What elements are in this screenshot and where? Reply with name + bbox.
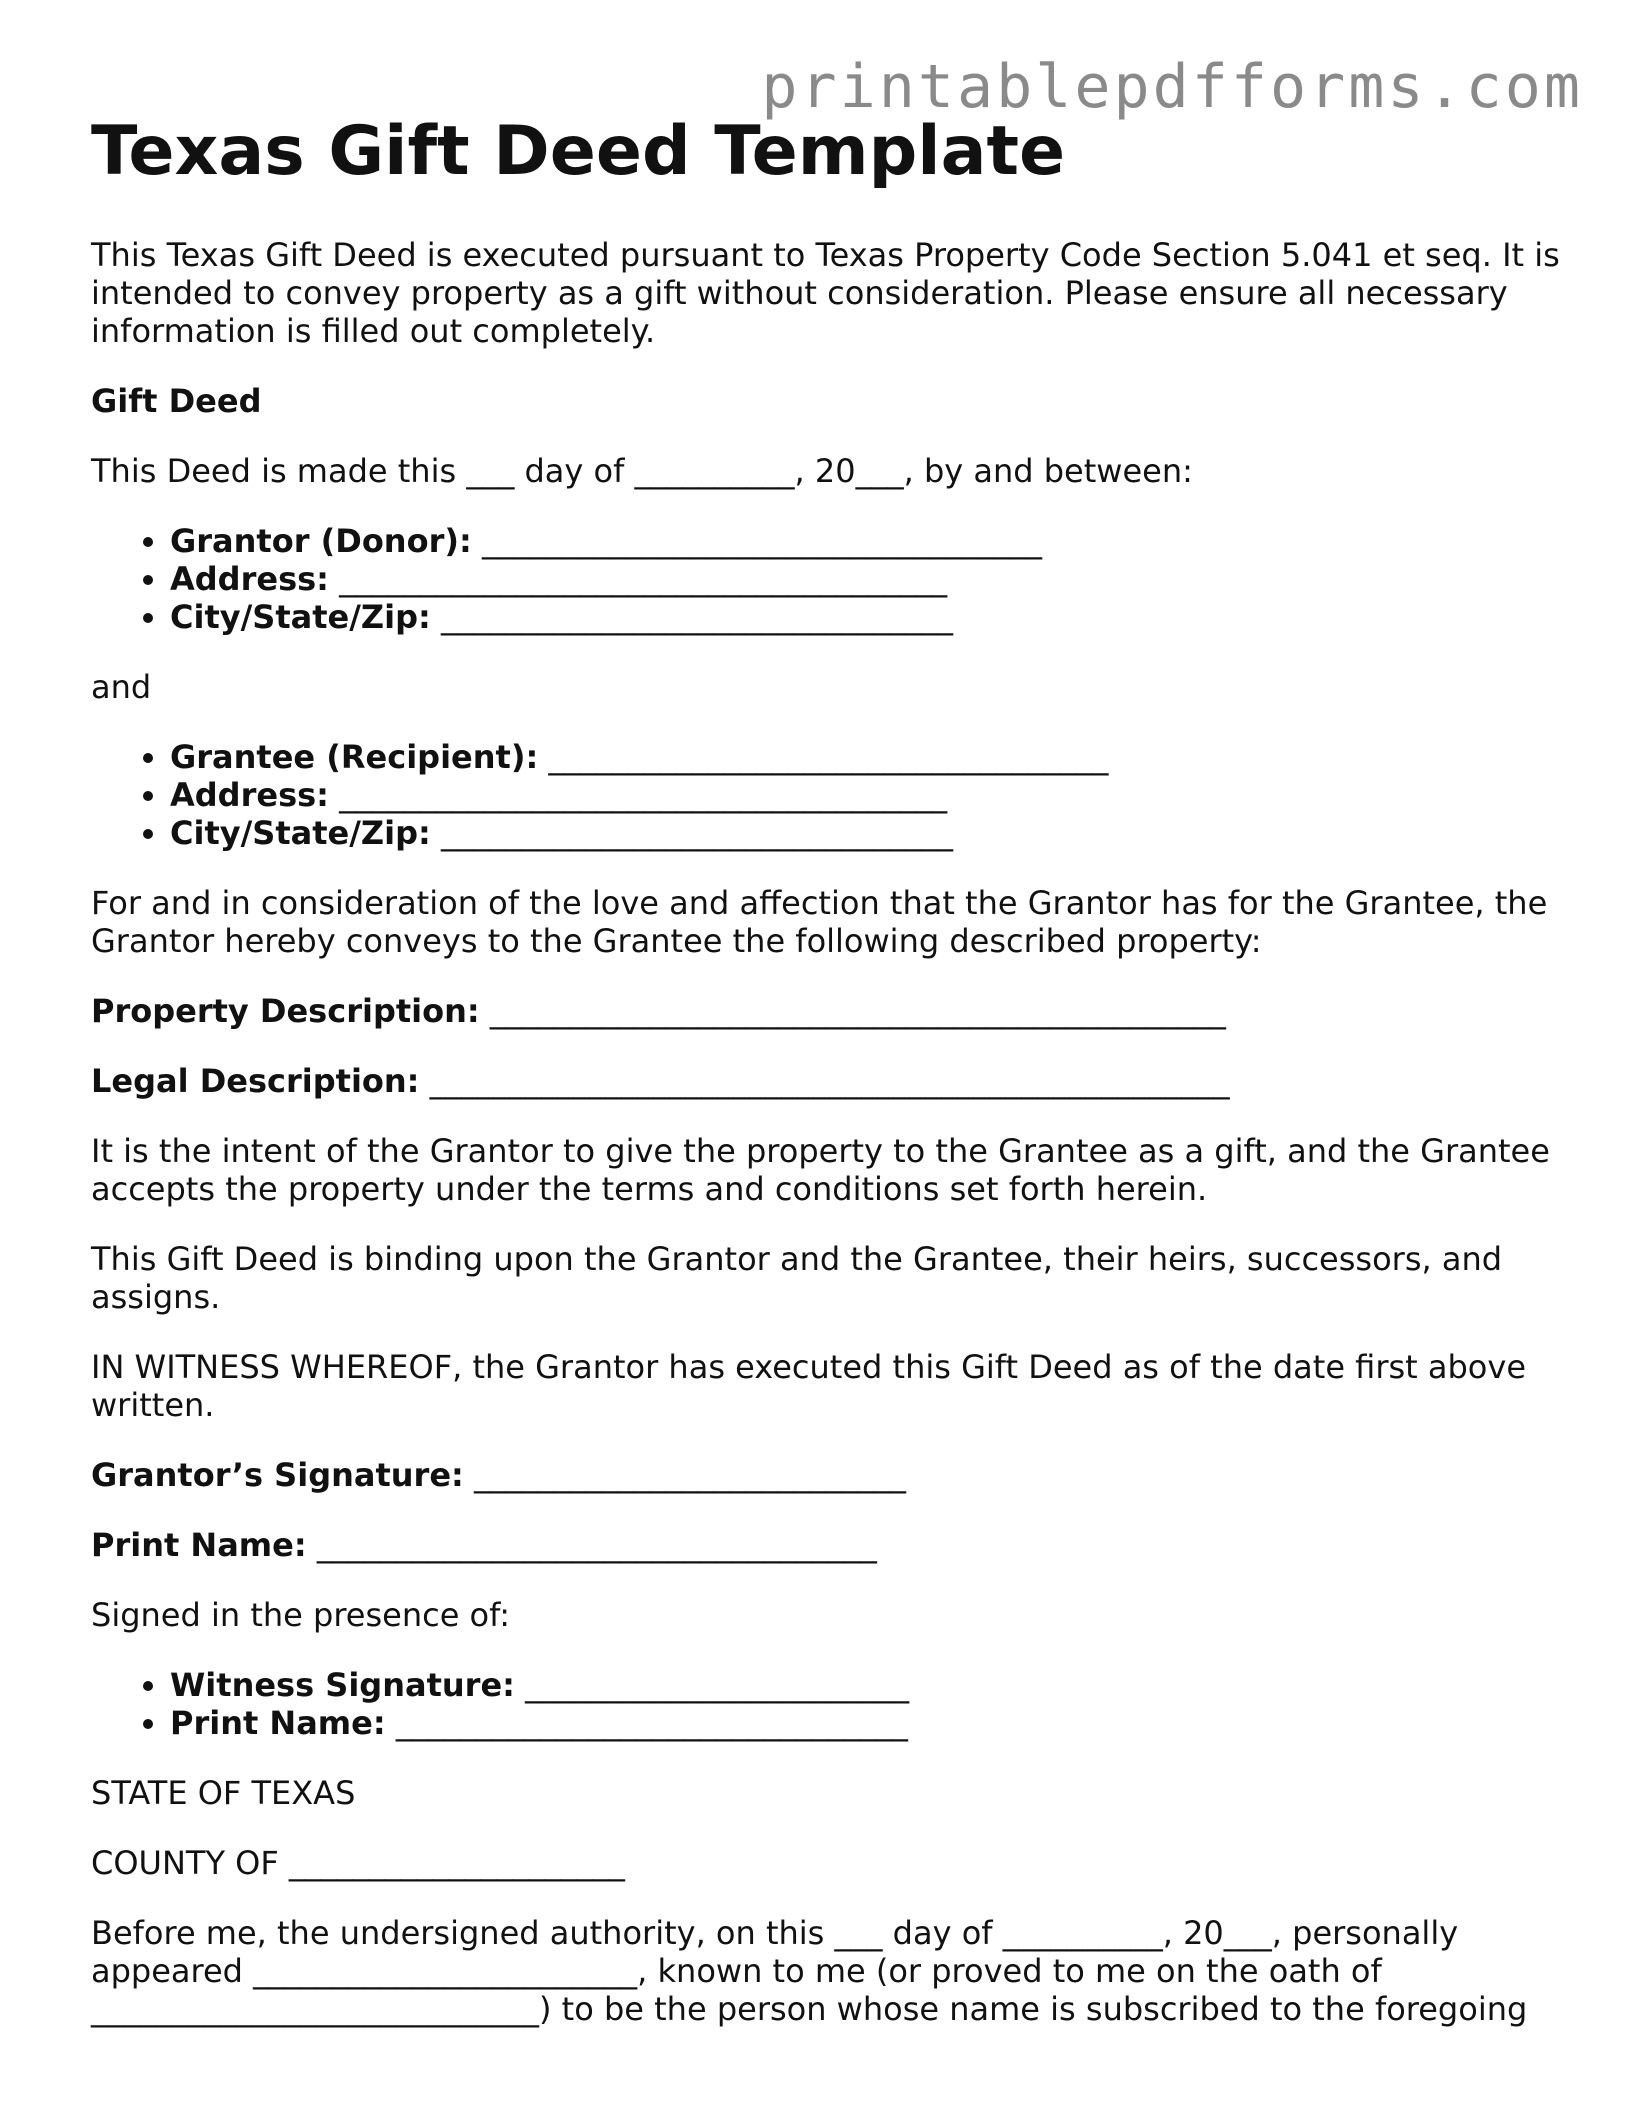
grantor-city-field[interactable]: ________________________________ xyxy=(430,598,953,636)
list-item xyxy=(170,738,1571,776)
list-item xyxy=(170,776,1571,814)
grantee-name-field[interactable]: ___________________________________ xyxy=(538,738,1109,776)
grantee-address-label: Address: xyxy=(170,776,329,814)
witness-signature-label: Witness Signature: xyxy=(170,1666,515,1704)
grantor-name-field[interactable]: ___________________________________ xyxy=(471,522,1042,560)
deed-made-line: This Deed is made this ___ day of __________, 20___, by and between: xyxy=(91,452,1193,490)
grantor-list xyxy=(91,522,1571,636)
binding-paragraph: This Gift Deed is binding upon the Grantor and the Grantee, their heirs, successors, and assigns. xyxy=(91,1240,1503,1316)
witness-name-field[interactable]: ________________________________ xyxy=(385,1704,908,1742)
print-name xyxy=(91,1526,1571,1564)
grantor-signature-field[interactable]: ___________________________ xyxy=(463,1456,906,1494)
list-item xyxy=(170,560,1571,598)
and-text: and xyxy=(91,668,152,706)
property-description xyxy=(91,992,1571,1030)
list-item xyxy=(170,522,1571,560)
witness-name-label: Print Name: xyxy=(170,1704,386,1742)
print-name-field[interactable]: ___________________________________ xyxy=(306,1526,877,1564)
legal-description xyxy=(91,1062,1571,1100)
property-field[interactable]: ______________________________________________ xyxy=(479,992,1226,1030)
list-item xyxy=(170,598,1571,636)
grantee-name-label: Grantee (Recipient): xyxy=(170,738,539,776)
presence-text: Signed in the presence of: xyxy=(91,1596,511,1634)
grantor-signature xyxy=(91,1456,1571,1494)
grantor-city-label: City/State/Zip: xyxy=(170,598,431,636)
page-title: Texas Gift Deed Template xyxy=(91,112,1066,191)
grantor-address-field[interactable]: ______________________________________ xyxy=(328,560,948,598)
grantor-signature-label: Grantor’s Signature: xyxy=(91,1456,464,1494)
county-line[interactable]: COUNTY OF _____________________ xyxy=(91,1844,625,1882)
intro-paragraph: This Texas Gift Deed is executed pursuant to Texas Property Code Section 5.041 et seq. It is intended to convey property as a gift without consideration. Please ensure all necessary information is filled out completely. xyxy=(91,236,1560,350)
legal-field[interactable]: __________________________________________________ xyxy=(419,1062,1230,1100)
list-item xyxy=(170,814,1571,852)
document-page xyxy=(91,112,1571,2028)
list-item xyxy=(170,1666,1571,1704)
intent-paragraph: It is the intent of the Grantor to give the property to the Grantee as a gift, and the Grantee accepts the property under the terms and conditions set forth herein. xyxy=(91,1132,1550,1208)
witness-signature-field[interactable]: ________________________ xyxy=(514,1666,910,1704)
legal-label: Legal Description: xyxy=(91,1062,420,1100)
print-name-label: Print Name: xyxy=(91,1526,307,1564)
property-label: Property Description: xyxy=(91,992,480,1030)
grantor-address-label: Address: xyxy=(170,560,329,598)
witness-whereof-paragraph: IN WITNESS WHEREOF, the Grantor has executed this Gift Deed as of the date first above written. xyxy=(91,1348,1526,1424)
grantor-name-label: Grantor (Donor): xyxy=(170,522,472,560)
grantee-address-field[interactable]: ______________________________________ xyxy=(328,776,948,814)
watermark: printablepdfforms.com xyxy=(761,52,1583,122)
section-heading: Gift Deed xyxy=(91,382,262,420)
grantee-list xyxy=(91,738,1571,852)
witness-list xyxy=(91,1666,1571,1742)
state-text: STATE OF TEXAS xyxy=(91,1774,356,1812)
grantee-city-field[interactable]: ________________________________ xyxy=(430,814,953,852)
grantee-city-label: City/State/Zip: xyxy=(170,814,431,852)
notary-paragraph: Before me, the undersigned authority, on this ___ day of __________, 20___, personally appeared ________________________, known to me (or proved to me on the oath of ____________________________) to be the person whose name is subscribed to the foregoing xyxy=(91,1914,1528,2028)
consideration-paragraph: For and in consideration of the love and affection that the Grantor has for the Grantee, the Grantor hereby conveys to the Grantee the following described property: xyxy=(91,884,1548,960)
list-item xyxy=(170,1704,1571,1742)
